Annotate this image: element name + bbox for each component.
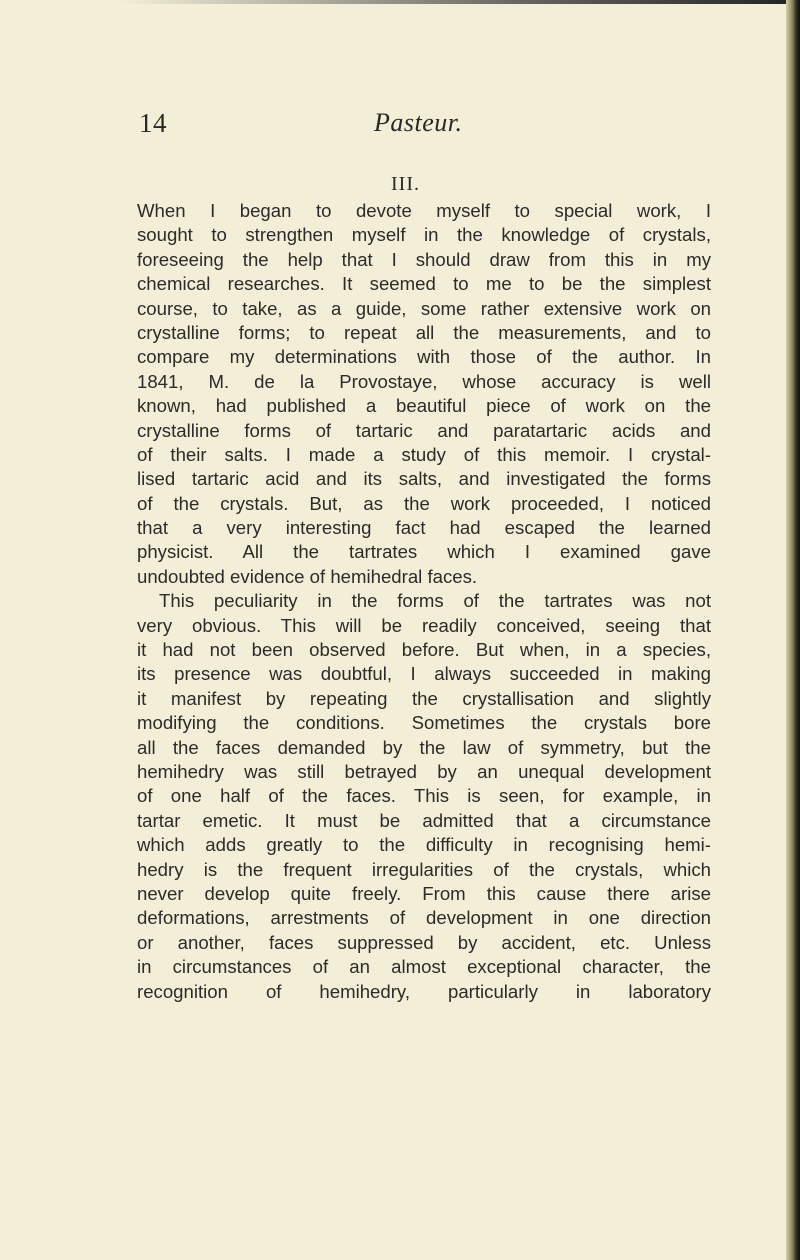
text-line: very obvious. This will be readily conceived, seeing that [137,614,711,636]
text-line: chemical researches. It seemed to me to be the simplest [137,273,711,295]
page-edge-shadow-right [786,0,800,1260]
text-line: deformations, arrestments of development in one direction [137,907,711,929]
text-line: modifying the conditions. Sometimes the crystals bore [137,712,711,734]
text-line: When I began to devote myself to special work, I [137,200,711,221]
section-heading: III. [391,173,420,195]
text-line: recognition of hemihedry, particularly in laboratory [137,980,711,1002]
text-line: 1841, M. de la Provostaye, whose accuracy is well [137,370,711,392]
text-line: its presence was doubtful, I always succeeded in making [137,663,711,685]
text-line: hedry is the frequent irregularities of the crystals, which [137,858,711,880]
text-line: physicist. All the tartrates which I examined gave [137,541,711,563]
text-line: it manifest by repeating the crystallisation and slightly [137,687,711,709]
text-line: all the faces demanded by the law of symmetry, but the [137,736,711,758]
text-line: undoubted evidence of hemihedral faces. [137,565,478,587]
text-line: hemihedry was still betrayed by an unequal development [137,760,711,782]
text-line: in circumstances of an almost exceptional character, the [137,956,711,978]
text-line: tartar emetic. It must be admitted that a circumstance [137,809,711,831]
text-line: never develop quite freely. From this cause there arise [137,882,711,904]
page-header [0,108,800,148]
page-number: 14 [139,108,167,138]
running-title: Pasteur. [374,108,463,137]
text-line: or another, faces suppressed by accident, etc. Unless [137,931,711,953]
text-line: crystalline forms; to repeat all the measurements, and to [137,321,711,343]
text-line: This peculiarity in the forms of the tartrates was not [159,590,711,612]
text-line: that a very interesting fact had escaped the learned [137,517,711,539]
text-line: known, had published a beautiful piece of work on the [137,395,711,417]
text-line: foreseeing the help that I should draw from this in my [137,248,711,270]
text-line: crystalline forms of tartaric and paratartaric acids and [137,419,711,441]
text-line: sought to strengthen myself in the knowledge of crystals, [137,224,711,246]
body-text [137,199,711,1004]
text-line: lised tartaric acid and its salts, and investigated the forms [137,468,711,490]
text-line: of one half of the faces. This is seen, for example, in [137,785,711,807]
text-line: it had not been observed before. But when, in a species, [137,639,711,661]
text-line: compare my determinations with those of the author. In [137,346,711,368]
paragraph-1 [137,199,711,589]
text-line: of the crystals. But, as the work proceeded, I noticed [137,492,711,514]
text-line: course, to take, as a guide, some rather extensive work on [137,297,711,319]
text-line: of their salts. I made a study of this memoir. I crystal- [137,443,711,465]
page-edge-shadow-top [120,0,800,4]
paragraph-2 [137,589,711,1004]
text-line: which adds greatly to the difficulty in recognising hemi- [137,834,711,856]
